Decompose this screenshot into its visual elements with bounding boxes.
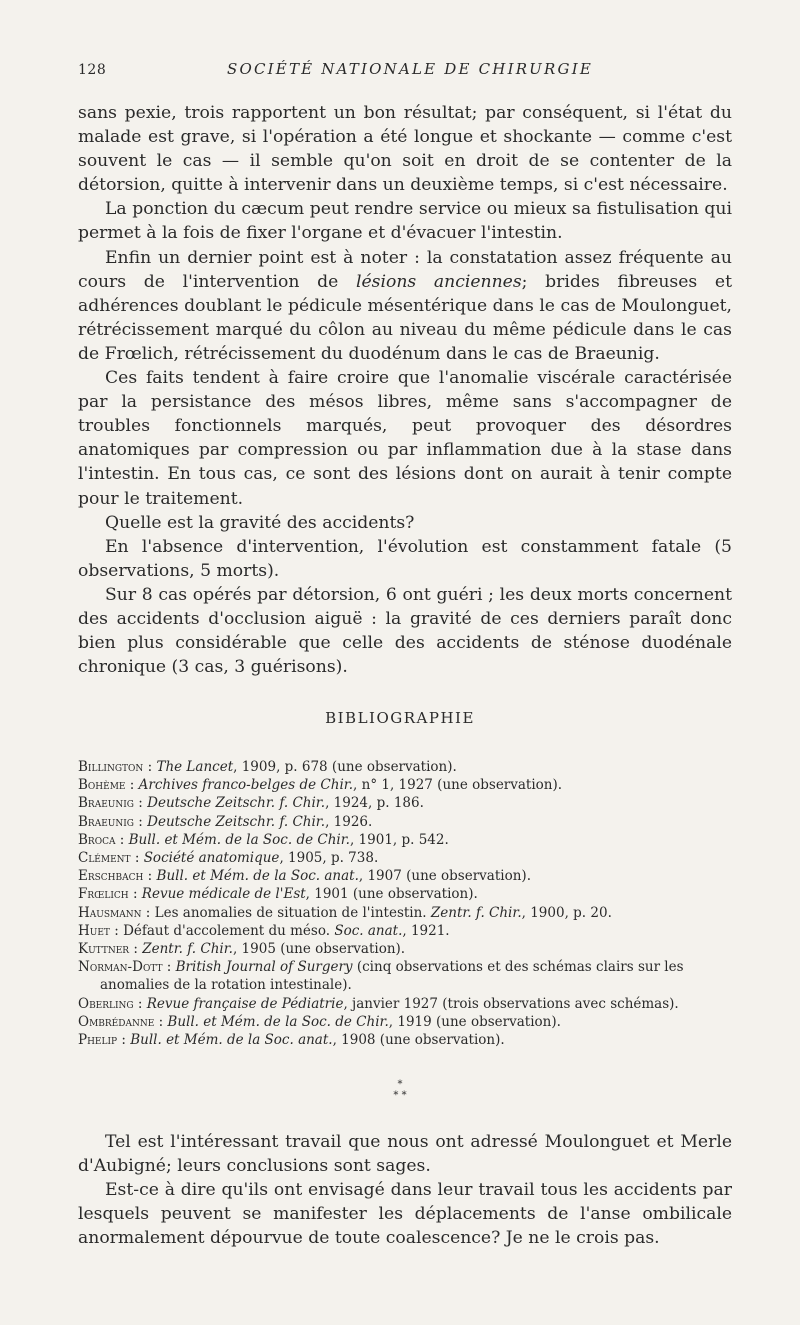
bib-text: , janvier 1927 (trois observations avec schémas). [343,995,679,1012]
text-run: Enfin un dernier point est à noter : la constatation assez fréquente au cours de l'intervention de [78,247,732,292]
bib-text: , 1901, p. 542. [349,831,449,848]
bib-text: , 1905 (une observation). [232,941,406,958]
bib-author: Braeunig [78,795,134,812]
bib-text: : [130,850,144,867]
closing-text [78,1130,732,1250]
bibliography-entry [78,958,738,994]
bib-author: Broca [78,831,116,848]
paragraph: sans pexie, trois rapportent un bon résultat; par conséquent, si l'état du malade est grave, si l'opération a été longue et shockante — comme c'est souvent le cas — il semble qu'on soit en droit de se contenter de la détorsion, quitte à intervenir dans un deuxième temps, si c'est nécessaire. [78,103,732,196]
paragraph: En l'absence d'intervention, l'évolution est constamment fatale (5 observations, 5 morts). [78,536,732,581]
bib-text: , 1924, p. 186. [325,795,424,812]
bib-text: , 1921. [402,922,450,939]
bib-author: Ombrédanne [78,1013,155,1030]
bib-text: : [162,959,176,976]
paragraph: Ces faits tendent à faire croire que l'anomalie viscérale caractérisée par la persistance des mésos libres, même sans s'accompagner de troubles fonctionnels marqués, peut provoquer des désordres anatomiques par compression ou par inflammation due à la stase dans l'intestin. En tous cas, ce sont des lésions dont on aurait à tenir compte pour le traitement. [78,368,732,509]
bib-author: Kuttner [78,941,130,958]
bib-journal: Société anatomique [143,850,280,867]
bib-journal: Zentr. f. Chir. [430,904,522,921]
bib-author: Bohème [78,777,126,794]
bib-text: , 1908 (une observation). [332,1032,505,1049]
bib-text: , 1926. [325,813,373,830]
bibliography-entry [78,758,738,776]
bibliography-entry [78,904,738,922]
bib-text: : [143,868,157,885]
bib-text: : [125,777,139,794]
bibliography-entry [78,1031,738,1049]
bibliography-entry [78,867,738,885]
ornament-line: * * [393,1090,407,1101]
bib-author: Hausmann [78,904,142,921]
bib-journal: Bull. et Mém. de la Soc. anat. [130,1032,333,1049]
ornament-asterism [385,1079,415,1101]
bibliography-entry [78,813,738,831]
emphasis: lésions anciennes [356,271,522,292]
paragraph: Tel est l'intéressant travail que nous ont adressé Moulonguet et Merle d'Aubigné; leurs conclusions sont sages. [78,1132,732,1177]
bib-journal: British Journal of Surgery [175,959,353,976]
bib-text: , 1909, p. 678 (une observation). [233,759,457,775]
bib-journal: Bull. et Mém. de la Soc. de Chir. [128,831,350,848]
bib-text: : [143,759,157,775]
bib-journal: Revue médicale de l'Est [141,886,306,903]
bib-author: Oberling [78,995,134,1012]
bib-text: , n° 1, 1927 (une observation). [353,777,563,794]
bib-text: : [133,995,147,1012]
bib-text: (cinq observations et des schémas clairs sur les anomalies de la rotation intestinale). [100,959,684,994]
bib-text: : [133,813,148,830]
bib-journal: Bull. et Mém. de la Soc. de Chir. [167,1013,389,1030]
bib-journal: The Lancet [156,759,234,775]
bib-text: , 1919 (une observation). [388,1013,561,1030]
bib-journal: Bull. et Mém. de la Soc. anat. [156,868,359,885]
bib-journal: Deutsche Zeitschr. f. Chir. [147,813,326,830]
bibliography-entry [78,940,738,958]
bibliography-entry [78,885,738,903]
bib-journal: Soc. anat. [334,922,403,939]
paragraph: Sur 8 cas opérés par détorsion, 6 ont guéri ; les deux morts concernent des accidents d'occlusion aiguë : la gravité de ces derniers paraît donc bien plus considérable que celle des accidents de sténose duodénale chronique (3 cas, 3 guérisons). [78,584,732,678]
ornament-line: * [397,1079,403,1090]
bibliography-entry [78,794,738,812]
bib-text: , 1905, p. 738. [279,850,379,867]
bib-journal: Deutsche Zeitschr. f. Chir. [147,795,326,812]
paragraph: La ponction du cæcum peut rendre service ou mieux sa fistulisation qui permet à la fois de fixer l'organe et d'évacuer l'intestin. [78,199,732,244]
bib-text: : Les anomalies de situation de l'intestin. [141,904,431,921]
paragraph: Quelle est la gravité des accidents? [105,512,415,533]
bibliography-entry [78,849,738,867]
bib-author: Erschbach [78,868,144,885]
bib-author: Huet [78,922,110,939]
bibliography-entry [78,831,738,849]
bibliography-entry [78,922,738,940]
bibliography-list [78,758,738,1049]
bib-text: : [129,941,143,958]
bibliography-entry [78,1013,738,1031]
bib-text: , 1900, p. 20. [521,904,612,921]
main-text [78,101,732,679]
bib-author: Clément [78,850,131,867]
text-run: ; brides fibreuses et adhérences doublant le pédicule mésentérique dans le cas de Moulonguet, rétrécissement marqué du côlon au niveau du même pédicule dans le cas de Frœlich, rétrécissement du duodénum dans le cas de Braeunig. [78,271,732,364]
bib-text: : [117,1032,131,1049]
bib-author: Billington [78,759,144,775]
bibliography-entry [78,995,738,1013]
bib-author: Phelip [78,1032,118,1049]
bibliography-entry [78,776,738,794]
bibliography-heading: BIBLIOGRAPHIE [325,709,475,727]
bib-author: Braeunig [78,813,134,830]
bib-author: Frœlich [78,886,129,903]
running-head: SOCIÉTÉ NATIONALE DE CHIRURGIE [227,60,593,78]
paragraph [78,246,732,366]
bib-journal: Revue française de Pédiatrie [146,995,344,1012]
bib-text: : [154,1013,168,1030]
bib-text: : [133,795,148,812]
paragraph: Est-ce à dire qu'ils ont envisagé dans leur travail tous les accidents par lesquels peuvent se manifester les déplacements de l'anse ombilicale anormalement dépourvue de toute coalescence? Je ne le crois pas. [78,1180,732,1249]
bib-text: , 1907 (une observation). [358,868,531,885]
bib-text: : [128,886,142,903]
bib-journal: Zentr. f. Chir. [142,941,233,958]
page-number: 128 [78,62,107,78]
bib-author: Norman-Dott [78,959,163,976]
bib-text: , 1901 (une observation). [305,886,478,903]
bib-text: : Défaut d'accolement du méso. [109,922,335,939]
bib-journal: Archives franco-belges de Chir. [138,777,354,794]
bib-text: : [115,831,129,848]
